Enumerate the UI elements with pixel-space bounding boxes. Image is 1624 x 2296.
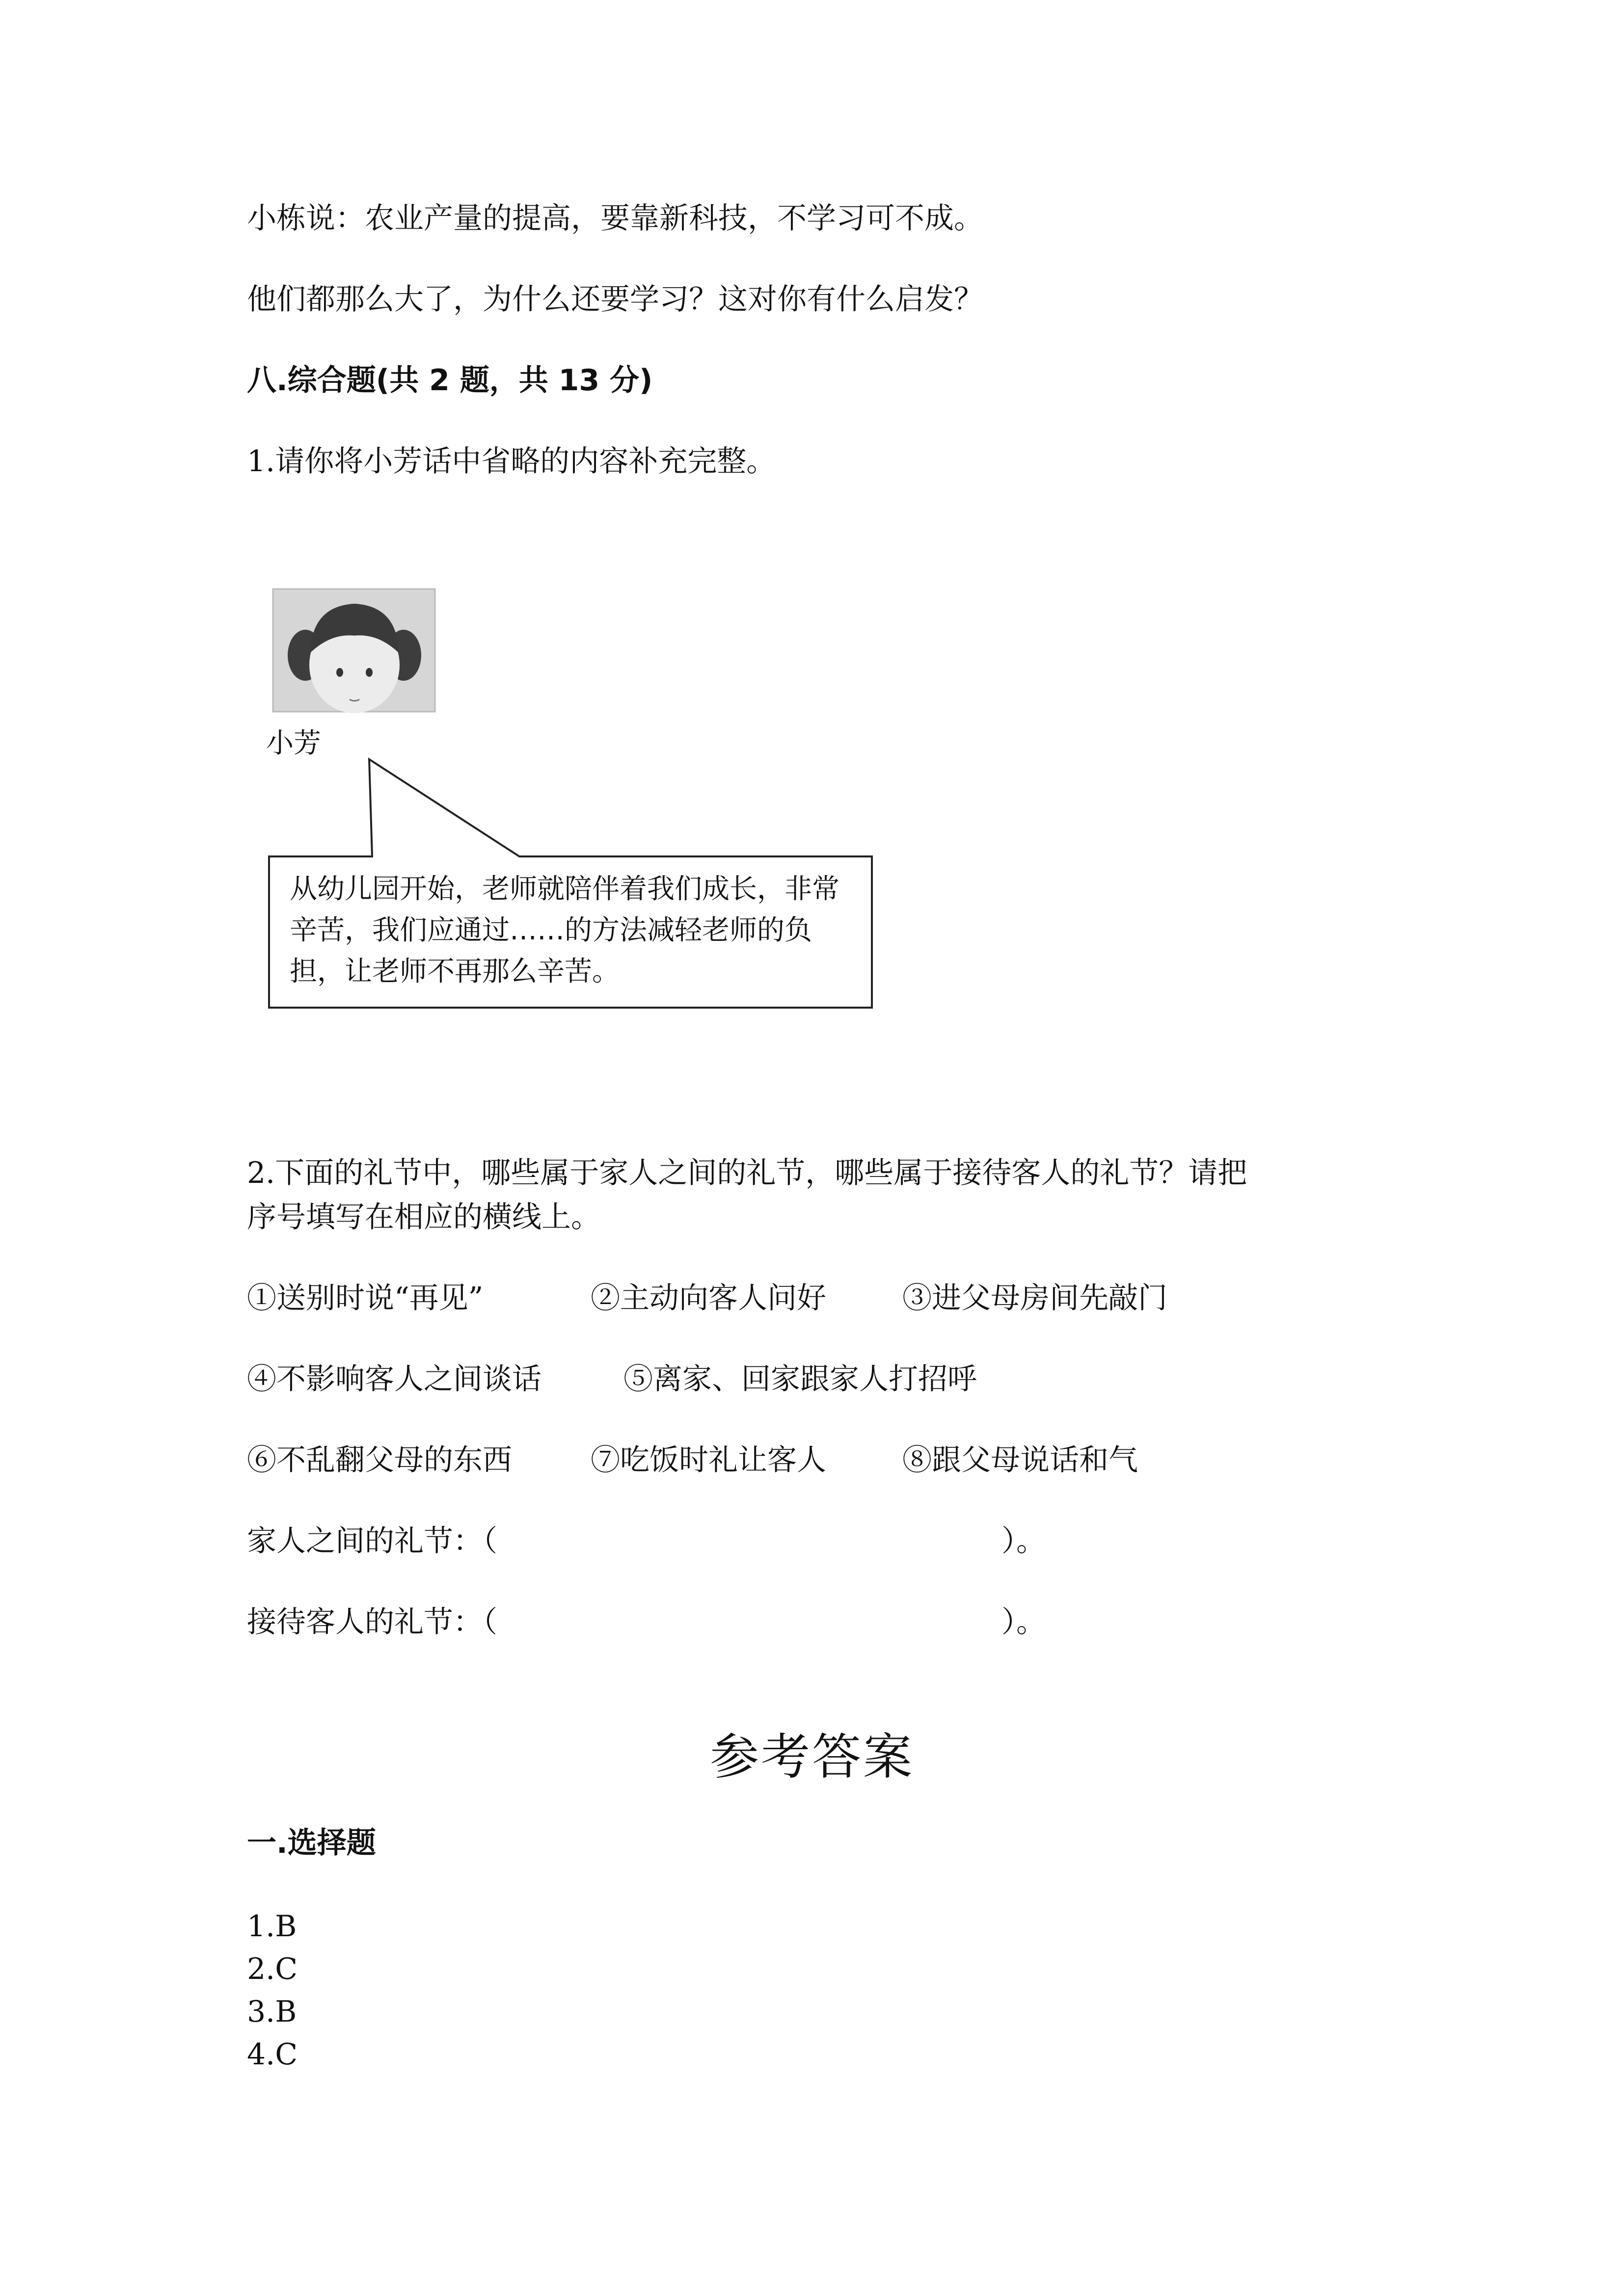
character-name-label: 小芳 (266, 727, 321, 759)
option-item: ①送别时说“再见” (247, 1281, 484, 1315)
guest-etiquette-answer-blank[interactable] (535, 1602, 992, 1642)
option-item: ⑧跟父母说话和气 (902, 1443, 1138, 1477)
answer-item: 2.C (247, 1952, 298, 1986)
guest-etiquette-label: 接待客人的礼节：（ (247, 1605, 497, 1639)
answers-section-1-heading: 一.选择题 (247, 1826, 376, 1860)
question-text-line-1: 小栋说：农业产量的提高，要靠新科技，不学习可不成。 (247, 201, 983, 236)
speech-line: 从幼儿园开始，老师就陪伴着我们成长，非常 (290, 873, 839, 905)
family-etiquette-label: 家人之间的礼节：（ (247, 1524, 497, 1558)
answer-item: 3.B (247, 1995, 297, 2029)
option-item: ⑤离家、回家跟家人打招呼 (623, 1362, 977, 1396)
speech-line: 辛苦，我们应通过……的方法减轻老师的负 (290, 914, 812, 946)
answers-title: 参考答案 (710, 1728, 914, 1786)
family-etiquette-answer-blank[interactable] (535, 1522, 992, 1561)
answer-item: 1.B (247, 1909, 297, 1944)
question-2-prompt-line-2: 序号填写在相应的横线上。 (247, 1200, 600, 1234)
question-1-prompt: 1.请你将小芳话中省略的内容补充完整。 (247, 444, 776, 479)
option-item: ⑥不乱翻父母的东西 (247, 1443, 512, 1477)
question-2-prompt-line-1: 2.下面的礼节中，哪些属于家人之间的礼节，哪些属于接待客人的礼节？请把 (247, 1156, 1247, 1190)
section-8-heading: 八.综合题(共 2 题，共 13 分) (247, 363, 653, 398)
option-item: ②主动向客人问好 (591, 1281, 826, 1315)
family-etiquette-end: ）。 (1001, 1524, 1046, 1558)
speech-line: 担，让老师不再那么辛苦。 (290, 956, 620, 988)
option-item: ④不影响客人之间谈话 (247, 1362, 541, 1396)
option-item: ③进父母房间先敲门 (902, 1281, 1167, 1315)
option-item: ⑦吃饭时礼让客人 (591, 1443, 826, 1477)
speech-bubble-text (290, 869, 869, 992)
answer-item: 4.C (247, 2037, 298, 2072)
speech-bubble-figure (265, 587, 879, 1018)
question-text-line-2: 他们都那么大了，为什么还要学习？这对你有什么启发？ (247, 282, 983, 317)
guest-etiquette-end: ）。 (1001, 1605, 1046, 1639)
